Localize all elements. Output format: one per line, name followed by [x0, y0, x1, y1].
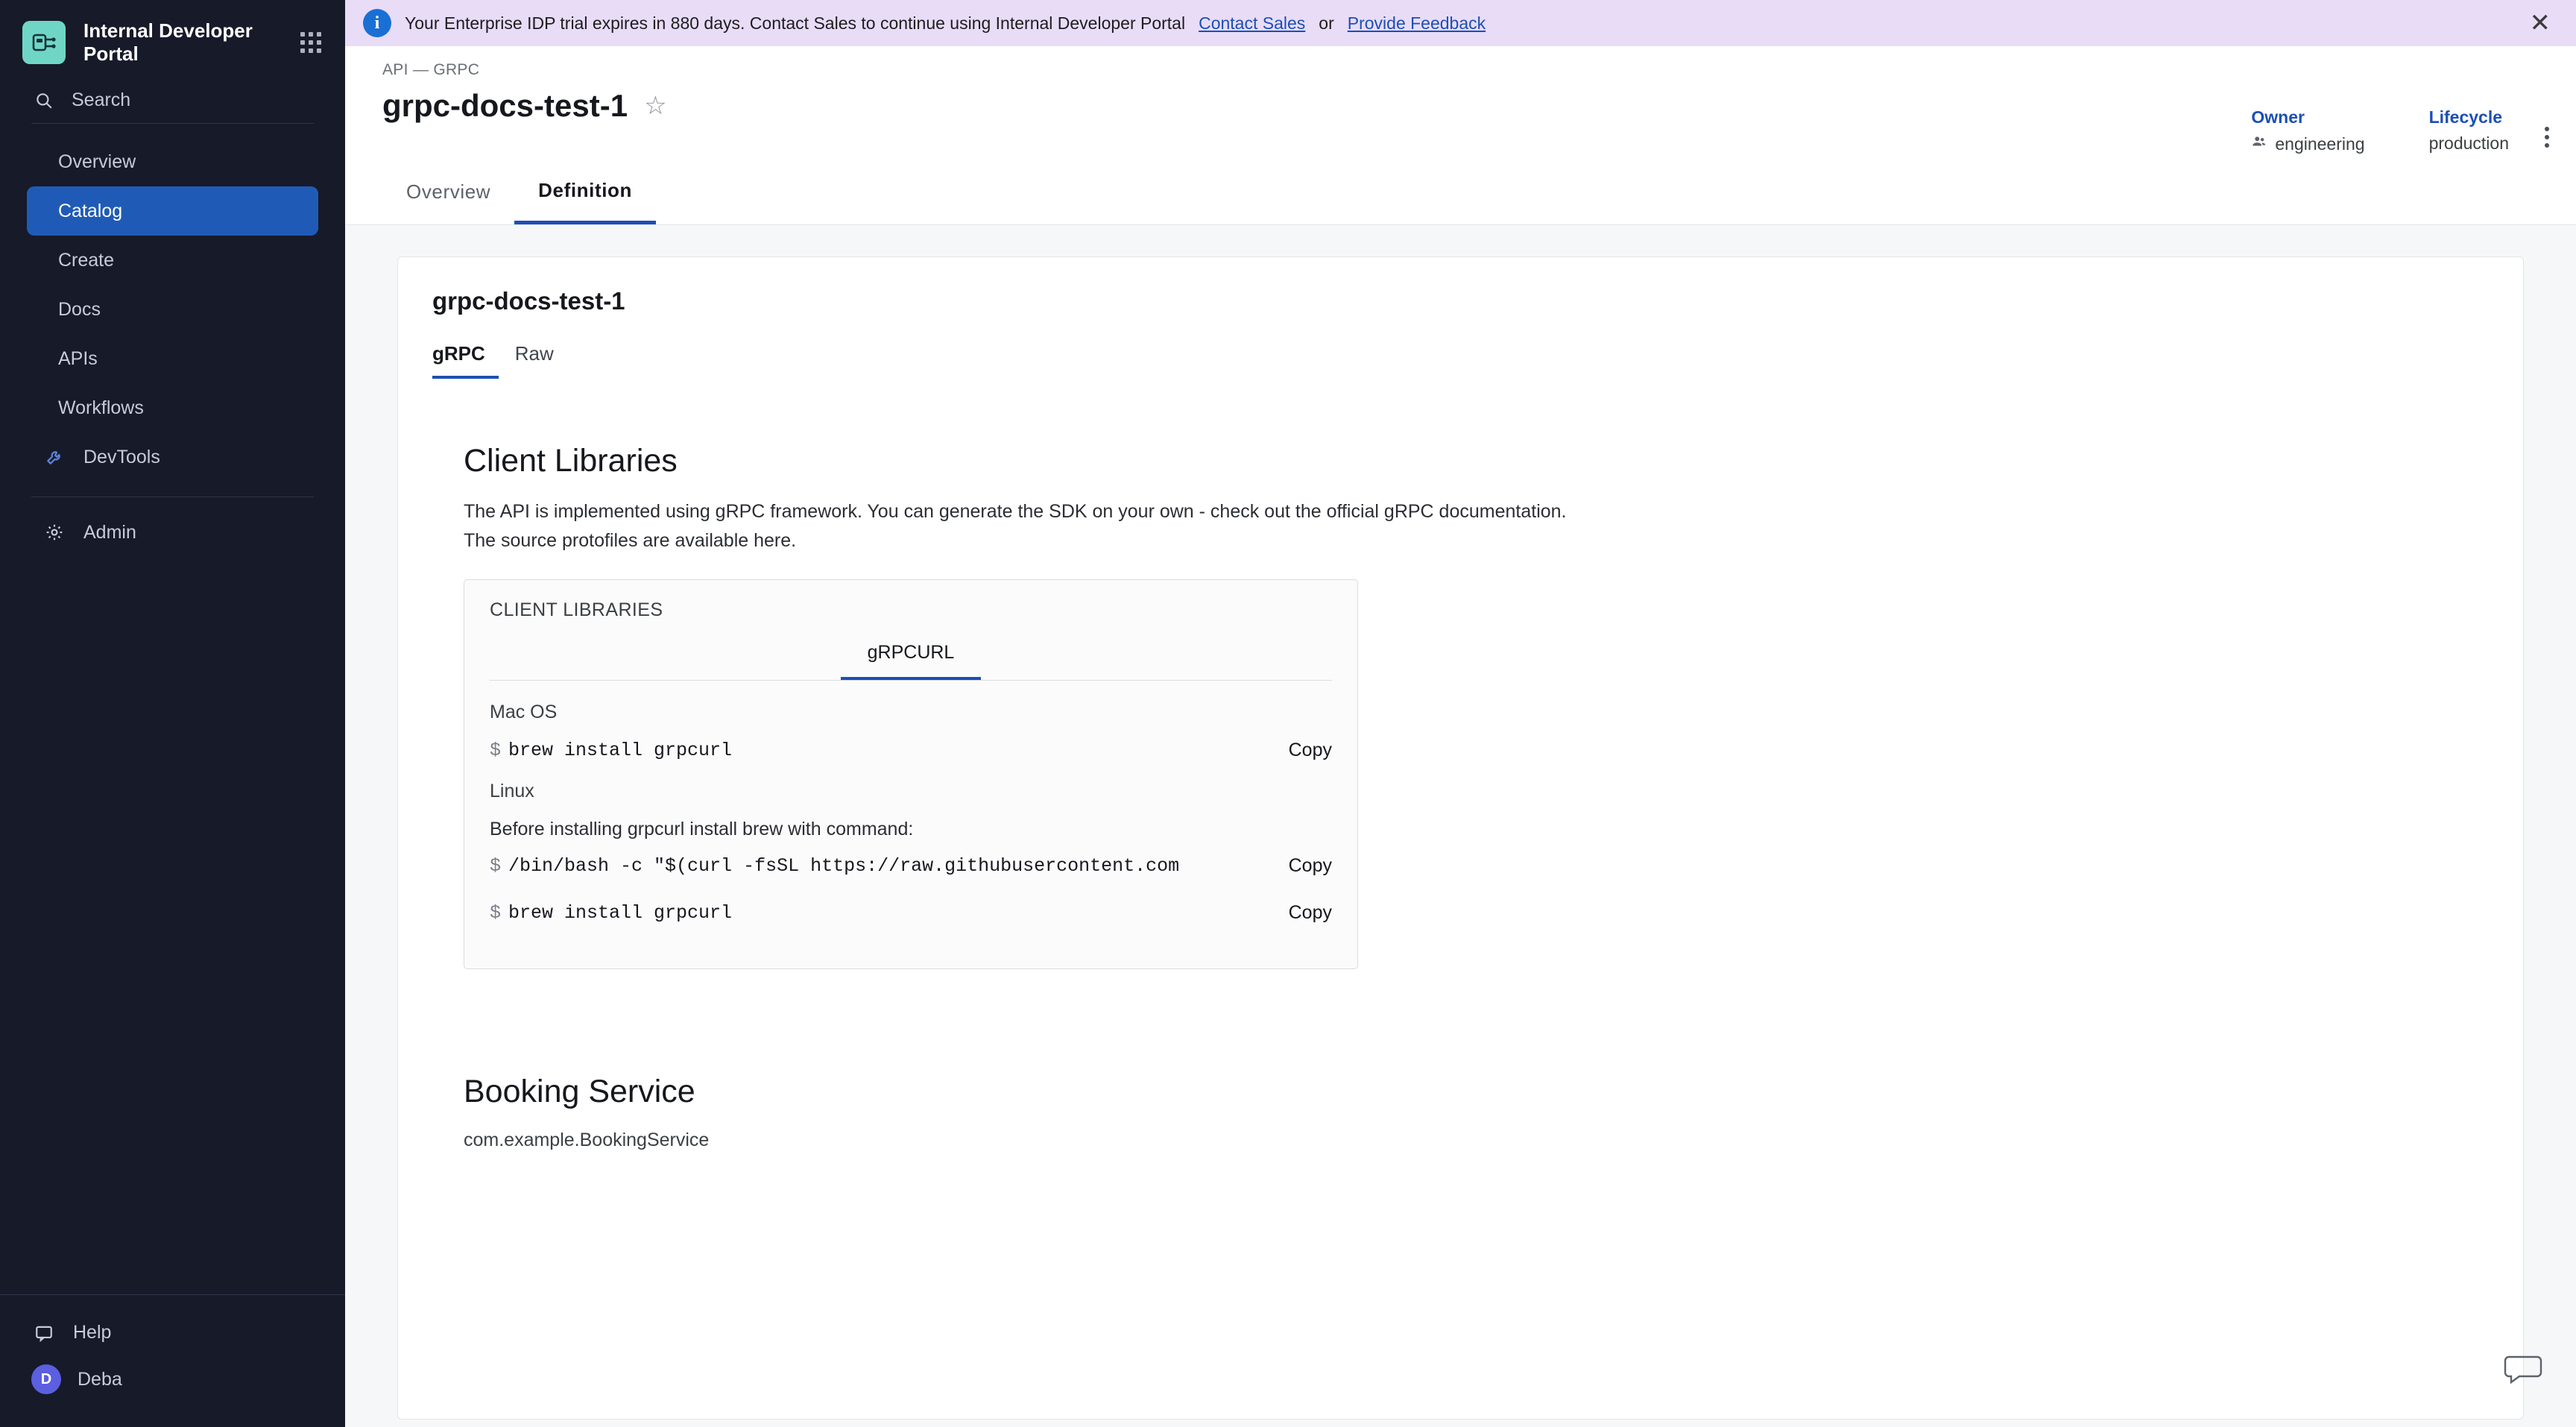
os-label-mac: Mac OS — [490, 701, 558, 722]
header-meta — [2251, 107, 2509, 154]
lifecycle-value: production — [2428, 133, 2509, 153]
owner-value: engineering — [2275, 133, 2365, 154]
os-label-linux: Linux — [490, 780, 534, 801]
copy-button-linux-brew[interactable]: Copy — [1288, 901, 1332, 923]
sidebar-item-label: DevTools — [83, 446, 160, 467]
brand-title: Internal Developer Portal — [83, 19, 253, 66]
main-content — [345, 0, 2576, 1427]
client-libraries-body — [464, 681, 1357, 968]
page-title: grpc-docs-test-1 — [382, 88, 628, 123]
client-libraries-box — [464, 579, 1358, 969]
sidebar-item-catalog[interactable] — [27, 186, 318, 236]
banner-text: Your Enterprise IDP trial expires in 880 days. Contact Sales to continue using Internal Developer Portal — [405, 13, 1186, 33]
search-input[interactable] — [72, 89, 314, 111]
sidebar-item-label: Docs — [58, 298, 101, 320]
command-text-mac[interactable] — [490, 740, 732, 761]
more-vertical-icon[interactable] — [2545, 127, 2549, 148]
command-text-linux-brew[interactable] — [490, 902, 732, 924]
breadcrumb[interactable]: API — GRPC — [382, 61, 480, 78]
user-profile[interactable] — [0, 1354, 345, 1405]
prompt-symbol: $ — [490, 901, 502, 924]
booking-service-section — [432, 1074, 2489, 1151]
sidebar-item-label: Create — [58, 249, 115, 271]
command-value: brew install grpcurl — [508, 901, 733, 924]
sidebar-item-apis[interactable] — [27, 334, 318, 383]
search-box[interactable] — [31, 89, 314, 124]
sidebar — [0, 0, 345, 1427]
client-libraries-description — [464, 497, 1798, 555]
help-icon — [31, 1323, 57, 1343]
star-icon[interactable]: ☆ — [644, 92, 667, 120]
command-row — [490, 855, 1332, 877]
close-icon[interactable]: ✕ — [2529, 9, 2551, 37]
definition-card — [397, 256, 2524, 1420]
contact-sales-link[interactable]: Contact Sales — [1199, 13, 1306, 33]
tab-overview[interactable]: Overview — [406, 180, 491, 203]
gear-icon — [42, 523, 67, 542]
chat-bubble-icon[interactable] — [2503, 1352, 2543, 1387]
booking-service-package: com.example.BookingService — [464, 1129, 710, 1150]
sidebar-item-label: Admin — [83, 521, 136, 543]
command-text-linux[interactable] — [490, 855, 1179, 877]
subtab-grpc[interactable]: gRPC — [432, 342, 499, 379]
tab-definition[interactable]: Definition — [514, 160, 656, 224]
sidebar-item-label: Overview — [58, 151, 136, 172]
info-icon: i — [363, 9, 391, 37]
client-libraries-box-label: CLIENT LIBRARIES — [490, 599, 663, 620]
banner-or: or — [1319, 13, 1334, 33]
sidebar-item-devtools[interactable] — [27, 432, 318, 482]
sidebar-item-docs[interactable] — [27, 285, 318, 334]
sidebar-item-overview[interactable] — [27, 137, 318, 186]
prompt-symbol: $ — [490, 739, 502, 761]
sidebar-item-admin[interactable] — [27, 508, 318, 557]
lifecycle-block — [2429, 107, 2509, 154]
provide-feedback-link[interactable]: Provide Feedback — [1347, 13, 1486, 33]
content-area — [345, 225, 2576, 1427]
command-value: /bin/bash -c "$(curl -fsSL https://raw.githubusercontent.com — [508, 854, 1180, 877]
command-value: brew install grpcurl — [508, 739, 733, 761]
client-libraries-section — [432, 443, 2489, 969]
brand-header — [0, 0, 345, 82]
owner-label: Owner — [2251, 107, 2305, 127]
sidebar-nav — [0, 137, 345, 557]
command-row — [490, 740, 1332, 761]
description-line-2: The source protofiles are available here. — [464, 529, 797, 551]
avatar: D — [31, 1364, 61, 1394]
page-header — [345, 46, 2576, 160]
description-line-1: The API is implemented using gRPC framework. You can generate the SDK on your own - check out the official gRPC documentation. — [464, 501, 1567, 522]
sidebar-item-label: Catalog — [58, 200, 123, 221]
sidebar-item-label: APIs — [58, 347, 98, 369]
linux-note: Before installing grpcurl install brew with command: — [490, 818, 914, 839]
sidebar-item-label: Workflows — [58, 397, 144, 418]
owner-value-row[interactable] — [2251, 133, 2364, 154]
user-name: Deba — [78, 1368, 122, 1390]
sidebar-item-create[interactable] — [27, 236, 318, 285]
copy-button-mac[interactable]: Copy — [1288, 739, 1332, 760]
search-icon — [31, 91, 57, 110]
entity-tabs — [345, 160, 2576, 225]
prompt-symbol: $ — [490, 854, 502, 877]
card-title: grpc-docs-test-1 — [432, 287, 625, 315]
client-libraries-heading: Client Libraries — [464, 443, 678, 479]
owner-block — [2251, 107, 2364, 154]
app-logo-icon — [22, 21, 66, 64]
copy-button-linux[interactable]: Copy — [1288, 854, 1332, 876]
subtab-raw[interactable]: Raw — [514, 342, 554, 365]
grid-apps-icon[interactable] — [300, 32, 321, 53]
definition-subtabs — [432, 342, 2489, 379]
people-icon — [2251, 133, 2267, 154]
help-label: Help — [73, 1322, 112, 1343]
lifecycle-label: Lifecycle — [2428, 107, 2503, 127]
wrench-icon — [42, 447, 67, 467]
sidebar-footer — [0, 1294, 345, 1427]
trial-banner — [345, 0, 2576, 46]
booking-service-title: Booking Service — [464, 1073, 695, 1109]
sidebar-item-workflows[interactable] — [27, 383, 318, 432]
help-button[interactable] — [0, 1311, 345, 1354]
tab-grpcurl[interactable]: gRPCURL — [841, 636, 982, 680]
command-row — [490, 902, 1332, 924]
